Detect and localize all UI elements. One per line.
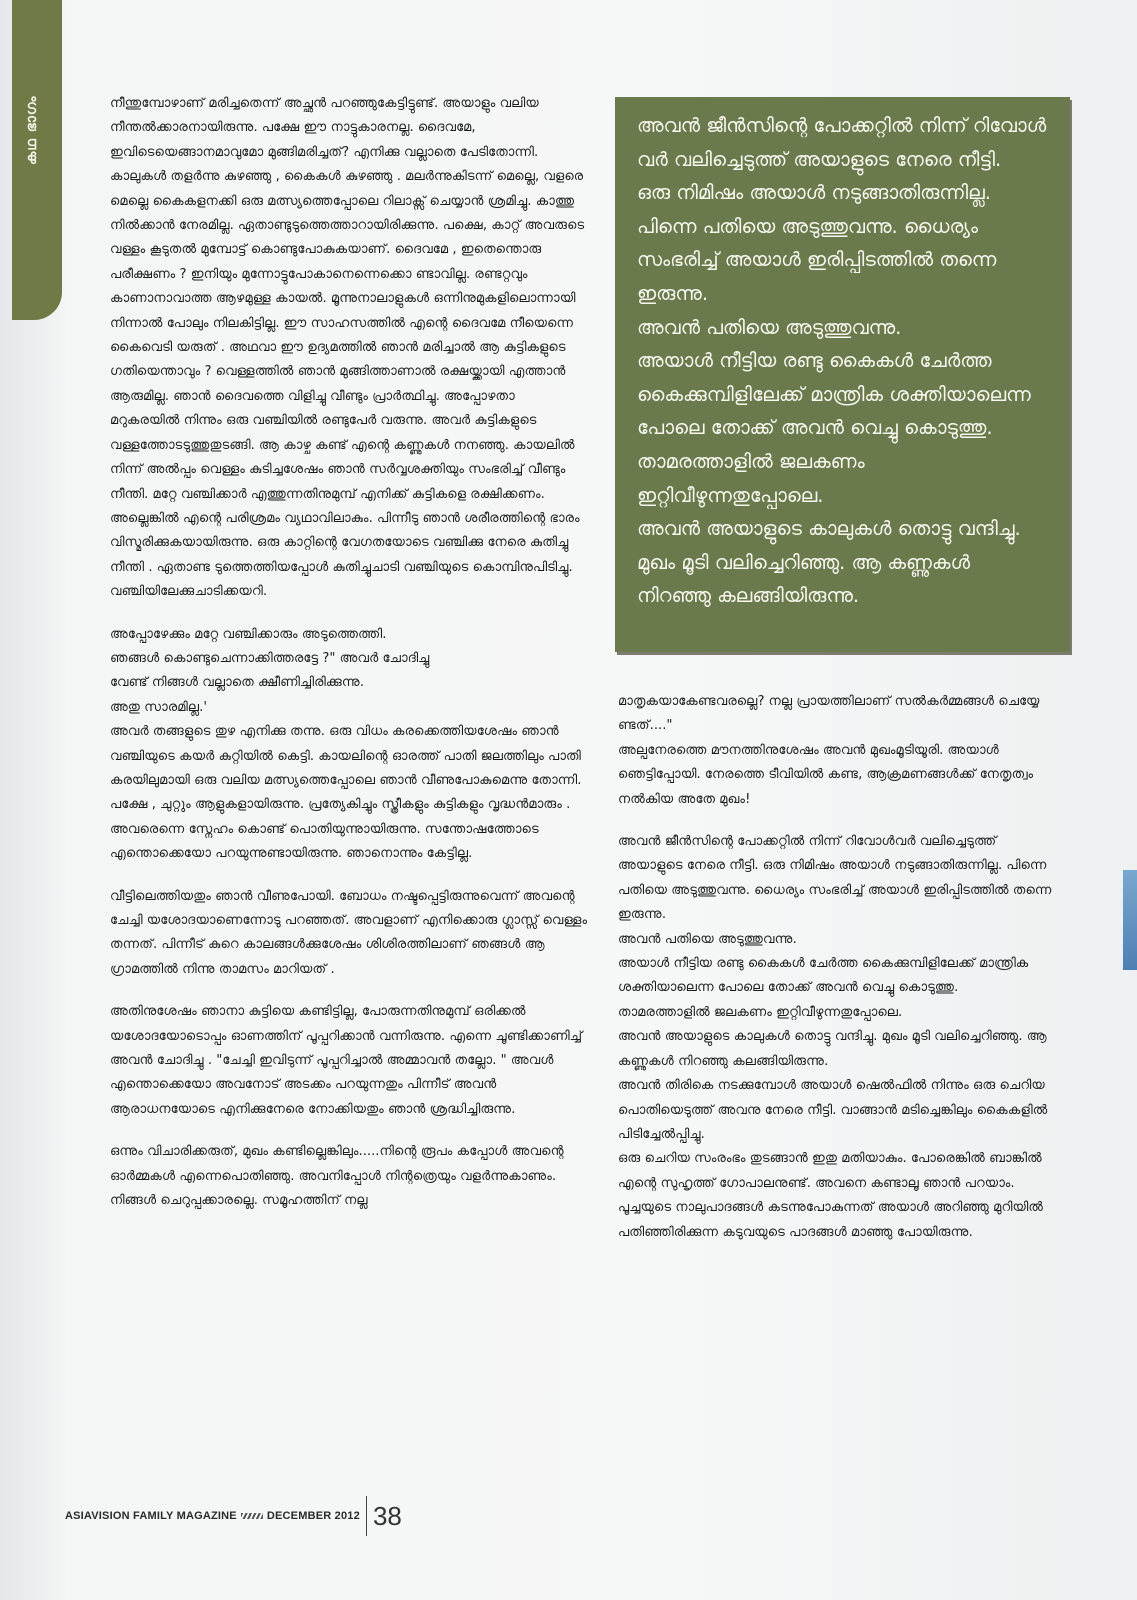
body-paragraph: നീന്തുമ്പോഴാണ് മരിച്ചതെന്ന് അച്ഛൻ പറഞ്ഞുകേട്ടിട്ടുണ്ട്. അയാളും വലിയ നീന്തൽക്കാരനായിരുന്നു. പക്ഷേ ഈ നാട്ടുകാരനല്ല. ദൈവമേ, ഇവിടെയെങ്ങാനമാവുമോ മുങ്ങിമരിച്ചത്? എനിക്കു വല്ലാതെ പേടിതോന്നി. കാലുകൾ തളർന്നു കുഴഞ്ഞു , കൈകൾ കുഴഞ്ഞു . മലർന്നുകിടന്ന് മെല്ലെ, വളരെ മെല്ലെ കൈകളനക്കി ഒരു മത്സ്യത്തെപ്പോലെ റിലാക്സ് ചെയ്യാൻ ശ്രമിച്ചു. കാത്തു നിൽക്കാൻ നേരമില്ല. ഏതാണ്ടുടുത്തെത്താറായിരിക്കുന്നു. പക്ഷെ, കാറ്റ് അവരുടെ വള്ളം കൂടുതൽ മുമ്പോട്ട് കൊണ്ടുപോകുകയാണ്. ദൈവമേ , ഇതെന്തൊരു പരീക്ഷണം ? ഇനിയും മുന്നോട്ടുപോകാനെന്നെക്കൊ ണ്ടാവില്ല. രണ്ടറ്റവും കാണാനാവാത്ത ആഴമുള്ള കായൽ. മൂന്നുനാലാളുകൾ ഒന്നിനുമുകളിലൊന്നായി നിന്നാൽ പോലും നിലകിട്ടില്ല. ഈ സാഹസത്തിൽ എന്റെ ദൈവമേ നീയെന്നെ കൈവെടി യരുത് . അഥവാ ഈ ഉദ്യമത്തിൽ ഞാൻ മരിച്ചാൽ ആ കുട്ടികളുടെ ഗതിയെന്താവും ? വെള്ളത്തിൽ ഞാൻ മുങ്ങിത്താണാൽ രക്ഷയ്ക്കായി എത്താൻ ആരുമില്ല. ഞാൻ ദൈവത്തെ വിളിച്ചു വീണ്ടും പ്രാർത്ഥിച്ചു. അപ്പോഴതാ മറുകരയിൽ നിന്നും ഒരു വഞ്ചിയിൽ രണ്ടുപേർ വരുന്നു. അവർ കുട്ടികളുടെ വള്ളത്തോടടുത്തുതുടങ്ങി. ആ കാഴ്ച കണ്ട് എന്റെ കണ്ണുകൾ നനഞ്ഞു. കായലിൽ നിന്ന് അൽപ്പം വെള്ളം കുടിച്ചശേഷം ഞാൻ സർവ്വശക്തിയും സംഭരിച്ച് വീണ്ടും നീന്തി. മറ്റേ വഞ്ചിക്കാർ എത്തുന്നതിനുമുമ്പ് എനിക്ക് കുട്ടികളെ രക്ഷിക്കണം. അല്ലെങ്കിൽ എന്റെ പരിശ്രമം വ്യഥാവിലാകും. പിന്നീടു ഞാൻ ശരീരത്തിന്റെ ഭാരം വിസ്മരിക്കുകയായിരുന്നു. ഒരു കാറ്റിന്റെ വേഗതയോടെ വഞ്ചിക്കു നേരെ കുതിച്ചു നീന്തി . ഏതാണ്ട ടുത്തെത്തിയപ്പോൾ കുതിച്ചുചാടി വഞ്ചിയുടെ കൊമ്പിനുപിടിച്ചു. വഞ്ചിയിലേക്കുചാടിക്കയറി. <box>110 96 585 600</box>
footer-separator-mark <box>241 1513 263 1519</box>
body-paragraph: ഒന്നും വിചാരിക്കരുത്, മുഖം കണ്ടില്ലെങ്കിലും.....നിന്റെ രൂപം കപ്പോൾ അവന്റെ ഓർമ്മകൾ എന്നെപൊതിഞ്ഞു. അവനിപ്പോൾ നിന്റത്രെയും വളർന്നുകാണും. നിങ്ങൾ ചെറുപ്പക്കാരല്ലെ. സമൂഹത്തിന് നല്ല <box>110 1144 564 1209</box>
body-paragraph: അതിനുശേഷം ഞാനാ കുട്ടിയെ കണ്ടിട്ടില്ല, പോരുന്നതിനുമുമ്പ് ഒരിക്കൽ യശോദയോടൊപ്പം ഓണത്തിന് പൂപ്പറിക്കാൻ വന്നിരുന്നു. എന്നെ ചൂണ്ടിക്കാണിച്ച് അവൻ ചോദിച്ചു . "ചേച്ചി ഇവിടുന്ന് പൂപ്പറിച്ചാൽ അമ്മാവൻ തല്ലോ. " അവൾ എന്തൊക്കെയോ അവനോട് അടക്കം പറയുന്നതും പിന്നീട് അവൻ ആരാധനയോടെ എനിക്കുനേരെ നോക്കിയതും ഞാൻ ശ്രദ്ധിച്ചിരുന്നു. <box>110 1004 583 1117</box>
adjacent-page-edge <box>1123 870 1137 970</box>
right-text-column <box>618 690 1063 1263</box>
page-number: 38 <box>372 1500 402 1531</box>
body-paragraph: മാതൃകയാകേണ്ടവരല്ലെ? നല്ല പ്രായത്തിലാണ് സൽകർമ്മങ്ങൾ ചെയ്യേ ണ്ടത്...." അല്പനേരത്തെ മൗനത്തിനുശേഷം അവൻ മുഖംമൂടിയൂരി. അയാൾ ഞെട്ടിപ്പോയി. നേരത്തെ ടീവിയിൽ കണ്ട, ആക്രമണങ്ങൾക്ക് നേതൃത്വം നൽകിയ അതേ മുഖം! <box>618 694 1040 807</box>
footer-divider <box>366 1496 367 1536</box>
page-footer <box>65 1496 402 1536</box>
section-tab-label: കഥ ഭാഗം <box>24 95 40 165</box>
body-paragraph: വീട്ടിലെത്തിയതും ഞാൻ വീണുപോയി. ബോധം നഷ്ടപ്പെട്ടിരുന്നുവെന്ന് അവന്റെ ചേച്ചി യശോദയാണെന്നോടു പറഞ്ഞത്. അവളാണ് എനിക്കൊരു ഗ്ലാസ്സ് വെള്ളം തന്നത്. പിന്നീട് കുറെ കാലങ്ങൾക്കുശേഷം ശിശിരത്തിലാണ് ഞങ്ങൾ ആ ഗ്രാമത്തിൽ നിന്നു താമസം മാറിയത് . <box>110 888 588 977</box>
body-paragraph: അവൻ ജീൻസിന്റെ പോക്കറ്റിൽ നിന്ന് റിവോൾവർ വലിച്ചെടുത്ത് അയാളുടെ നേരെ നീട്ടി. ഒരു നിമിഷം അയാൾ നടുങ്ങാതിരുന്നില്ല. പിന്നെ പതിയെ അടുത്തുവന്നു. ധൈര്യം സംഭരിച്ച് അയാൾ ഇരിപ്പിടത്തിൽ തന്നെ ഇരുന്നു. അവൻ പതിയെ അടുത്തുവന്നു. അയാൾ നീട്ടിയ രണ്ടു കൈകൾ ചേർത്ത കൈക്കുമ്പിളിലേക്ക് മാന്ത്രിക ശക്തിയാലെന്ന പോലെ തോക്ക് അവൻ വെച്ചു കൊടുത്തു. താമരത്താളിൽ ജലകണം ഇറ്റിവീഴുന്നതുപ്പോലെ. അവൻ അയാളുടെ കാലുകൾ തൊട്ടു വന്ദിച്ചു. മുഖം മൂടി വലിച്ചെറിഞ്ഞു. ആ കണ്ണുകൾ നിറഞ്ഞു കലങ്ങിയിരുന്നു. അവൻ തിരികെ നടക്കുമ്പോൾ അയാൾ ഷെൽഫിൽ നിന്നും ഒരു ചെറിയ പൊതിയെടുത്ത് അവനു നേരെ നീട്ടി. വാങ്ങാൻ മടിച്ചെങ്കിലും കൈകളിൽ പിടിച്ചേൽപ്പിച്ചു. ഒരു ചെറിയ സംരംഭം തുടങ്ങാൻ ഇതു മതിയാകും. പോരെങ്കിൽ ബാങ്കിൽ എന്റെ സുഹൃത്ത് ഗോപാലനുണ്ട്. അവനെ കണ്ടാലൂ ഞാൻ പറയാം. പൂച്ചയുടെ നാലുപാദങ്ങൾ കടന്നുപോകുന്നത് അയാൾ അറിഞ്ഞു മുറിയിൽ പതിഞ്ഞിരിക്കുന്ന കടുവയുടെ പാദങ്ങൾ മാഞ്ഞു പോയിരുന്നു. <box>618 834 1052 1240</box>
body-paragraph: അപ്പോഴേക്കും മറ്റേ വഞ്ചിക്കാരും അടുത്തെത്തി. ഞങ്ങൾ കൊണ്ടുചെന്നാക്കിത്തരട്ടേ ?" അവർ ചോദിച്ചു വേണ്ട് നിങ്ങൾ വല്ലാതെ ക്ഷീണിച്ചിരിക്കുന്നു. അതു സാരമില്ല.' അവർ തങ്ങളുടെ തുഴ എനിക്കു തന്നു. ഒരു വിധം കരക്കെത്തിയശേഷം ഞാൻ വഞ്ചിയുടെ കയർ കുറ്റിയിൽ കെട്ടി. കായലിന്റെ ഓരത്ത് പാതി ജലത്തിലും പാതി കരയിലുമായി ഒരു വലിയ മത്സ്യത്തെപ്പോലെ ഞാൻ വീണുപോകുമെന്നു തോന്നി. പക്ഷേ , ചുറ്റും ആളുകളായിരുന്നു. പ്രത്യേകിച്ചും സ്ത്രീകളും കുട്ടികളും വൃദ്ധൻമാരും . അവരെന്നെ സ്നേഹം കൊണ്ട് പൊതിയുന്നുായിരുന്നു. സന്തോഷത്തോടെ എന്തൊക്കെയോ പറയുന്നുണ്ടായിരുന്നു. ഞാനൊന്നും കേട്ടില്ല. <box>110 626 582 862</box>
pull-quote-box <box>615 97 1070 652</box>
left-text-column <box>110 92 588 1231</box>
magazine-name: ASIAVISION FAMILY MAGAZINE <box>65 1510 237 1522</box>
issue-date: DECEMBER 2012 <box>266 1510 360 1522</box>
pull-quote-text: അവൻ ജീൻസിന്റെ പോക്കറ്റിൽ നിന്ന് റിവോൾ വർ വലിച്ചെടുത്ത് അയാളുടെ നേരെ നീട്ടി. ഒരു നിമിഷം അയാൾ നടുങ്ങാതിരുന്നില്ല. പിന്നെ പതിയെ അടുത്തുവന്നു. ധൈര്യം സംഭരിച്ച് അയാൾ ഇരിപ്പിടത്തിൽ തന്നെ ഇരുന്നു. അവൻ പതിയെ അടുത്തുവന്നു. അയാൾ നീട്ടിയ രണ്ടു കൈകൾ ചേർത്ത കൈക്കുമ്പിളിലേക്ക് മാന്ത്രിക ശക്തിയാലെന്ന പോലെ തോക്ക് അവൻ വെച്ചു കൊടുത്തു. താമരത്താളിൽ ജലകണം ഇറ്റിവീഴുന്നതുപ്പോലെ. അവൻ അയാളുടെ കാലുകൾ തൊട്ടു വന്ദിച്ചു. മുഖം മൂടി വലിച്ചെറിഞ്ഞു. ആ കണ്ണുകൾ നിറഞ്ഞു കലങ്ങിയിരുന്നു. <box>637 114 1047 608</box>
